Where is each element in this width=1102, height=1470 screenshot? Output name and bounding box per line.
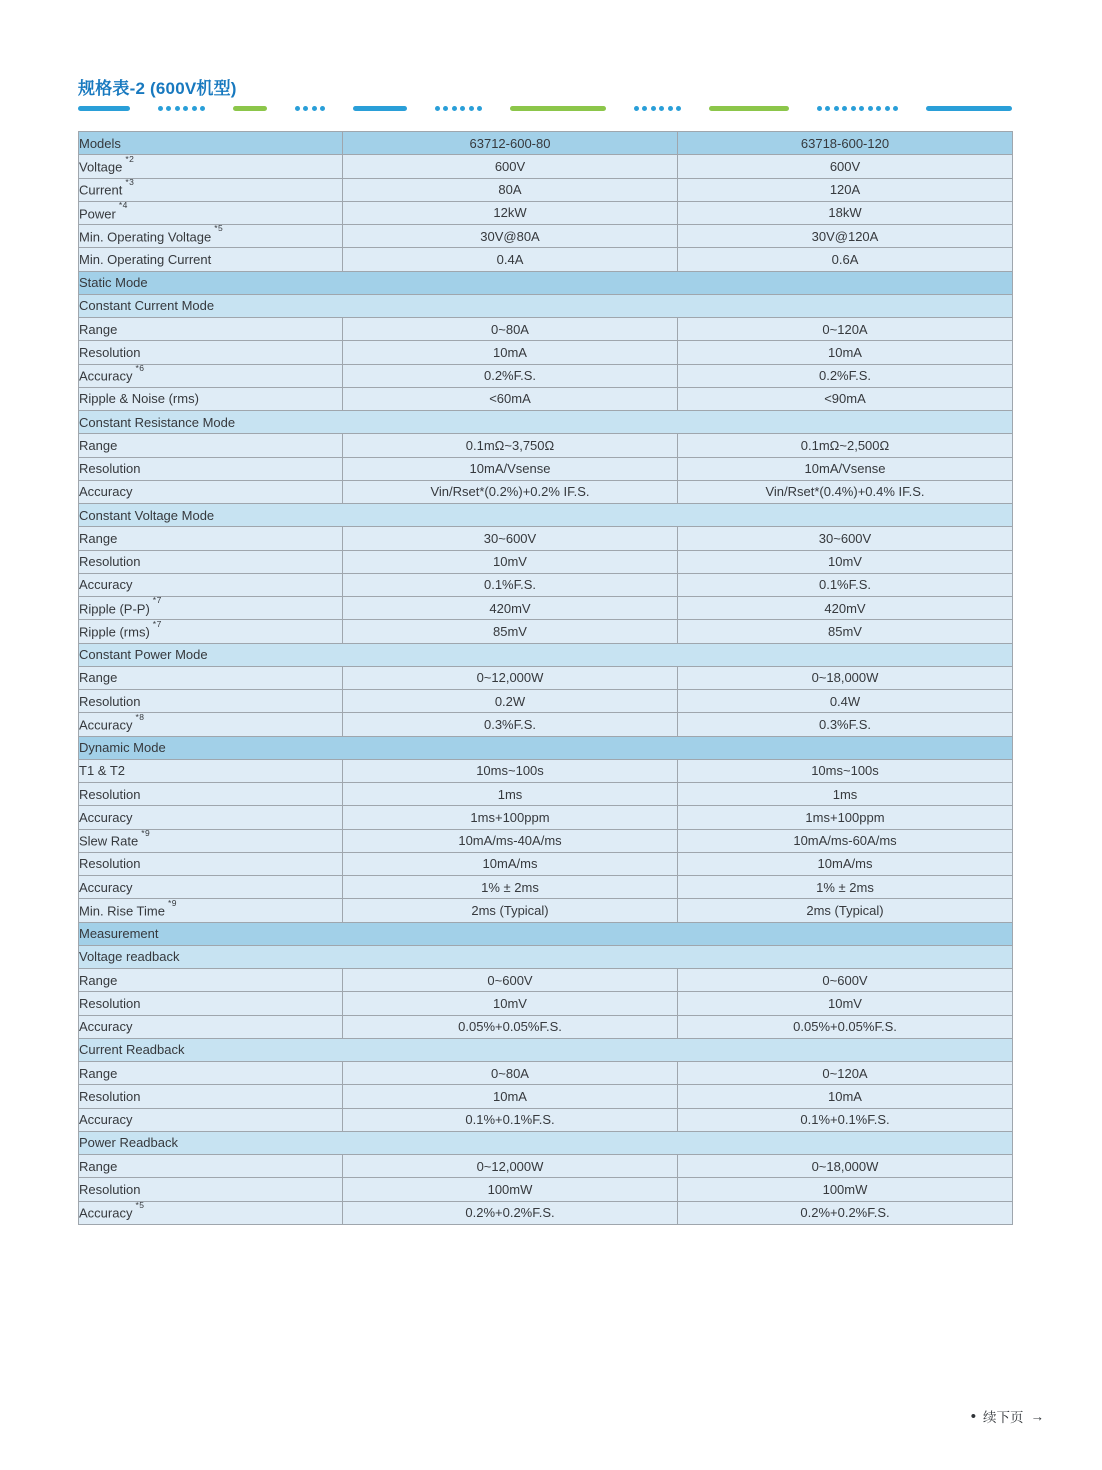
divider-dash <box>353 106 407 111</box>
divider-dot-group <box>634 106 682 111</box>
spec-value: 1ms+100ppm <box>343 806 678 829</box>
divider-dot <box>893 106 898 111</box>
spec-row <box>79 969 1013 992</box>
spec-value: 12kW <box>343 201 678 224</box>
spec-value: 0.2%F.S. <box>343 364 678 387</box>
spec-value: 100mW <box>678 1178 1013 1201</box>
footnote-marker: *3 <box>125 178 135 187</box>
spec-label: Accuracy$^{*8}$ <box>79 713 343 736</box>
divider-dot <box>651 106 656 111</box>
model-column-header: 63712-600-80 <box>343 132 678 155</box>
spec-value: 0~18,000W <box>678 666 1013 689</box>
spec-value: 0.1%+0.1%F.S. <box>343 1108 678 1131</box>
spec-label: Resolution <box>79 550 343 573</box>
divider-dot <box>876 106 881 111</box>
spec-label: Resolution <box>79 1085 343 1108</box>
spec-label: Current Readback <box>79 1038 1013 1061</box>
spec-label: Constant Voltage Mode <box>79 504 1013 527</box>
spec-value: 85mV <box>678 620 1013 643</box>
spec-label: Measurement <box>79 922 1013 945</box>
spec-label: Resolution <box>79 992 343 1015</box>
spec-label: Resolution <box>79 341 343 364</box>
spec-value: 0.1mΩ~2,500Ω <box>678 434 1013 457</box>
subsection-row <box>79 1131 1013 1154</box>
spec-row <box>79 1178 1013 1201</box>
spec-row <box>79 387 1013 410</box>
spec-value: 30V@120A <box>678 225 1013 248</box>
spec-value: 0~12,000W <box>343 666 678 689</box>
spec-value: 80A <box>343 178 678 201</box>
spec-value: 120A <box>678 178 1013 201</box>
spec-label: Ripple (P-P)$^{*7}$ <box>79 597 343 620</box>
spec-label: Voltage readback <box>79 945 1013 968</box>
divider-dot <box>435 106 440 111</box>
spec-value: 600V <box>678 155 1013 178</box>
spec-value: 2ms (Typical) <box>678 899 1013 922</box>
spec-label: Range <box>79 1155 343 1178</box>
spec-row <box>79 1155 1013 1178</box>
spec-label: Accuracy <box>79 573 343 596</box>
spec-value: 10mA/Vsense <box>343 457 678 480</box>
spec-row <box>79 852 1013 875</box>
spec-row <box>79 201 1013 224</box>
spec-value: 10mA <box>343 341 678 364</box>
spec-value: 1% ± 2ms <box>678 876 1013 899</box>
footnote-marker: *6 <box>135 364 145 373</box>
footnote-marker: *7 <box>152 619 162 629</box>
spec-label: Ripple (rms)$^{*7}$ <box>79 620 343 643</box>
spec-value: 0~600V <box>678 969 1013 992</box>
spec-value: 0~600V <box>343 969 678 992</box>
spec-value: 10ms~100s <box>678 759 1013 782</box>
spec-value: <90mA <box>678 387 1013 410</box>
spec-value: 10mV <box>678 992 1013 1015</box>
spec-row <box>79 713 1013 736</box>
spec-row <box>79 480 1013 503</box>
divider-dot <box>460 106 465 111</box>
footnote-marker: *9 <box>167 898 178 908</box>
spec-value: 10mA/ms-40A/ms <box>343 829 678 852</box>
footnote-marker: *4 <box>118 201 128 211</box>
spec-value: 0.05%+0.05%F.S. <box>343 1015 678 1038</box>
divider-dot <box>834 106 839 111</box>
spec-value: 2ms (Typical) <box>343 899 678 922</box>
divider-dot <box>634 106 639 111</box>
divider-dot <box>192 106 197 111</box>
footnote-marker: *7 <box>152 596 162 606</box>
spec-row <box>79 318 1013 341</box>
divider-dot <box>443 106 448 111</box>
spec-value: 10mV <box>343 992 678 1015</box>
spec-value: 0~120A <box>678 1062 1013 1085</box>
spec-value: 1% ± 2ms <box>343 876 678 899</box>
subsection-row <box>79 945 1013 968</box>
right-arrow-icon: → <box>1030 1408 1044 1424</box>
spec-row <box>79 992 1013 1015</box>
spec-label: Voltage$^{*2}$ <box>79 155 343 178</box>
divider-dot <box>166 106 171 111</box>
divider-dot <box>183 106 188 111</box>
spec-label: Power$^{*4}$ <box>79 201 343 224</box>
spec-label: Accuracy <box>79 480 343 503</box>
spec-label: Constant Resistance Mode <box>79 411 1013 434</box>
spec-value: 0~18,000W <box>678 1155 1013 1178</box>
divider-dot <box>859 106 864 111</box>
spec-value: 0.1%+0.1%F.S. <box>678 1108 1013 1131</box>
spec-value: 100mW <box>343 1178 678 1201</box>
spec-label: Min. Rise Time$^{*9}$ <box>79 899 343 922</box>
spec-row <box>79 690 1013 713</box>
spec-value: 10mA/ms <box>678 852 1013 875</box>
spec-value: 420mV <box>343 597 678 620</box>
subsection-row <box>79 411 1013 434</box>
divider-dash <box>233 106 267 111</box>
spec-row <box>79 457 1013 480</box>
divider-dot <box>312 106 317 111</box>
spec-label: Accuracy <box>79 876 343 899</box>
spec-row <box>79 225 1013 248</box>
spec-value: 0.2%+0.2%F.S. <box>343 1201 678 1224</box>
footnote-marker: *8 <box>135 712 145 722</box>
divider-dot-group <box>158 106 206 111</box>
spec-row <box>79 155 1013 178</box>
footnote-marker: *5 <box>135 1201 145 1210</box>
spec-row <box>79 1108 1013 1131</box>
spec-label: Accuracy$^{*6}$ <box>79 364 343 387</box>
spec-label: Range <box>79 318 343 341</box>
spec-value: 0.3%F.S. <box>343 713 678 736</box>
spec-value: 85mV <box>343 620 678 643</box>
spec-label: Range <box>79 666 343 689</box>
divider-dash <box>709 106 789 111</box>
section-row <box>79 271 1013 294</box>
spec-label: Models <box>79 132 343 155</box>
spec-value: 0~80A <box>343 318 678 341</box>
spec-row <box>79 759 1013 782</box>
spec-label: Dynamic Mode <box>79 736 1013 759</box>
footer-text: 续下页 <box>983 1410 1024 1425</box>
footnote-marker: *2 <box>125 154 135 164</box>
spec-table <box>78 131 1013 1225</box>
spec-label: Slew Rate$^{*9}$ <box>79 829 343 852</box>
spec-label: Resolution <box>79 457 343 480</box>
spec-value: Vin/Rset*(0.2%)+0.2% IF.S. <box>343 480 678 503</box>
spec-label: Resolution <box>79 1178 343 1201</box>
spec-row <box>79 829 1013 852</box>
spec-label: Range <box>79 1062 343 1085</box>
spec-row <box>79 341 1013 364</box>
spec-value: 10mA/Vsense <box>678 457 1013 480</box>
divider-dash <box>510 106 606 111</box>
spec-value: 0.1%F.S. <box>678 573 1013 596</box>
spec-value: 10mA <box>678 341 1013 364</box>
divider-dot <box>825 106 830 111</box>
spec-row <box>79 434 1013 457</box>
page-title: 规格表-2 (600V机型) <box>78 79 237 98</box>
spec-value: 0~120A <box>678 318 1013 341</box>
spec-row <box>79 573 1013 596</box>
spec-label: Range <box>79 527 343 550</box>
spec-label: Accuracy <box>79 1015 343 1038</box>
spec-value: 600V <box>343 155 678 178</box>
spec-row <box>79 1085 1013 1108</box>
spec-row <box>79 527 1013 550</box>
spec-label: Resolution <box>79 852 343 875</box>
divider-dot <box>452 106 457 111</box>
spec-value: 0.6A <box>678 248 1013 271</box>
spec-row <box>79 620 1013 643</box>
divider-dash <box>78 106 130 111</box>
spec-value: 10ms~100s <box>343 759 678 782</box>
divider-dot <box>303 106 308 111</box>
spec-label: Accuracy <box>79 1108 343 1131</box>
spec-label: T1 & T2 <box>79 759 343 782</box>
section-row <box>79 736 1013 759</box>
spec-row <box>79 178 1013 201</box>
spec-value: 420mV <box>678 597 1013 620</box>
spec-row <box>79 876 1013 899</box>
divider-dot-group <box>295 106 326 111</box>
footnote-marker: *9 <box>141 829 151 838</box>
spec-value: 0.1mΩ~3,750Ω <box>343 434 678 457</box>
footnote-marker: *5 <box>214 224 224 234</box>
spec-value: 0.4A <box>343 248 678 271</box>
spec-label: Min. Operating Current <box>79 248 343 271</box>
spec-value: 18kW <box>678 201 1013 224</box>
spec-label: Constant Power Mode <box>79 643 1013 666</box>
spec-value: Vin/Rset*(0.4%)+0.4% IF.S. <box>678 480 1013 503</box>
spec-value: 0.2%F.S. <box>678 364 1013 387</box>
spec-row <box>79 1015 1013 1038</box>
spec-value: 0.2W <box>343 690 678 713</box>
subsection-row <box>79 294 1013 317</box>
spec-row <box>79 1201 1013 1224</box>
divider-dot <box>642 106 647 111</box>
spec-row <box>79 783 1013 806</box>
spec-label: Accuracy$^{*5}$ <box>79 1201 343 1224</box>
spec-value: 0.05%+0.05%F.S. <box>678 1015 1013 1038</box>
divider-dot-group <box>817 106 899 111</box>
divider-dot <box>320 106 325 111</box>
spec-value: 1ms <box>678 783 1013 806</box>
subsection-row <box>79 643 1013 666</box>
divider-dot <box>158 106 163 111</box>
spec-label: Current$^{*3}$ <box>79 178 343 201</box>
divider-dot <box>676 106 681 111</box>
spec-label: Power Readback <box>79 1131 1013 1154</box>
spec-row <box>79 364 1013 387</box>
divider-dot <box>885 106 890 111</box>
spec-label: Range <box>79 969 343 992</box>
spec-value: 0~12,000W <box>343 1155 678 1178</box>
spec-value: 0.1%F.S. <box>343 573 678 596</box>
spec-label: Accuracy <box>79 806 343 829</box>
spec-row <box>79 806 1013 829</box>
model-column-header: 63718-600-120 <box>678 132 1013 155</box>
divider-dot-group <box>435 106 483 111</box>
spec-value: 10mA <box>678 1085 1013 1108</box>
spec-value: 30~600V <box>678 527 1013 550</box>
decorative-divider <box>78 105 1012 111</box>
divider-dot <box>659 106 664 111</box>
spec-value: 10mV <box>678 550 1013 573</box>
subsection-row <box>79 504 1013 527</box>
spec-value: 0.3%F.S. <box>678 713 1013 736</box>
spec-value: 10mV <box>343 550 678 573</box>
spec-value: 0~80A <box>343 1062 678 1085</box>
spec-value: 0.4W <box>678 690 1013 713</box>
spec-value: 0.2%+0.2%F.S. <box>678 1201 1013 1224</box>
spec-row <box>79 899 1013 922</box>
spec-value: 10mA/ms-60A/ms <box>678 829 1013 852</box>
model-header-row <box>79 132 1013 155</box>
divider-dot <box>842 106 847 111</box>
spec-value: 10mA <box>343 1085 678 1108</box>
spec-value: 1ms <box>343 783 678 806</box>
spec-table-body <box>79 132 1013 1225</box>
divider-dot <box>868 106 873 111</box>
divider-dot <box>851 106 856 111</box>
spec-label: Min. Operating Voltage$^{*5}$ <box>79 225 343 248</box>
divider-dot <box>477 106 482 111</box>
spec-label: Ripple & Noise (rms) <box>79 387 343 410</box>
section-row <box>79 922 1013 945</box>
spec-row <box>79 1062 1013 1085</box>
spec-value: 1ms+100ppm <box>678 806 1013 829</box>
spec-value: <60mA <box>343 387 678 410</box>
spec-label: Static Mode <box>79 271 1013 294</box>
spec-row <box>79 666 1013 689</box>
spec-value: 10mA/ms <box>343 852 678 875</box>
spec-row <box>79 597 1013 620</box>
divider-dot <box>175 106 180 111</box>
spec-label: Resolution <box>79 690 343 713</box>
continued-next-page-note <box>971 1406 1044 1426</box>
divider-dot <box>817 106 822 111</box>
spec-label: Range <box>79 434 343 457</box>
divider-dot <box>200 106 205 111</box>
spec-row <box>79 248 1013 271</box>
subsection-row <box>79 1038 1013 1061</box>
divider-dot <box>295 106 300 111</box>
spec-value: 30V@80A <box>343 225 678 248</box>
footer-bullet: • <box>970 1407 976 1425</box>
spec-row <box>79 550 1013 573</box>
divider-dot <box>668 106 673 111</box>
spec-label: Resolution <box>79 783 343 806</box>
divider-dash <box>926 106 1012 111</box>
spec-label: Constant Current Mode <box>79 294 1013 317</box>
spec-value: 30~600V <box>343 527 678 550</box>
divider-dot <box>469 106 474 111</box>
